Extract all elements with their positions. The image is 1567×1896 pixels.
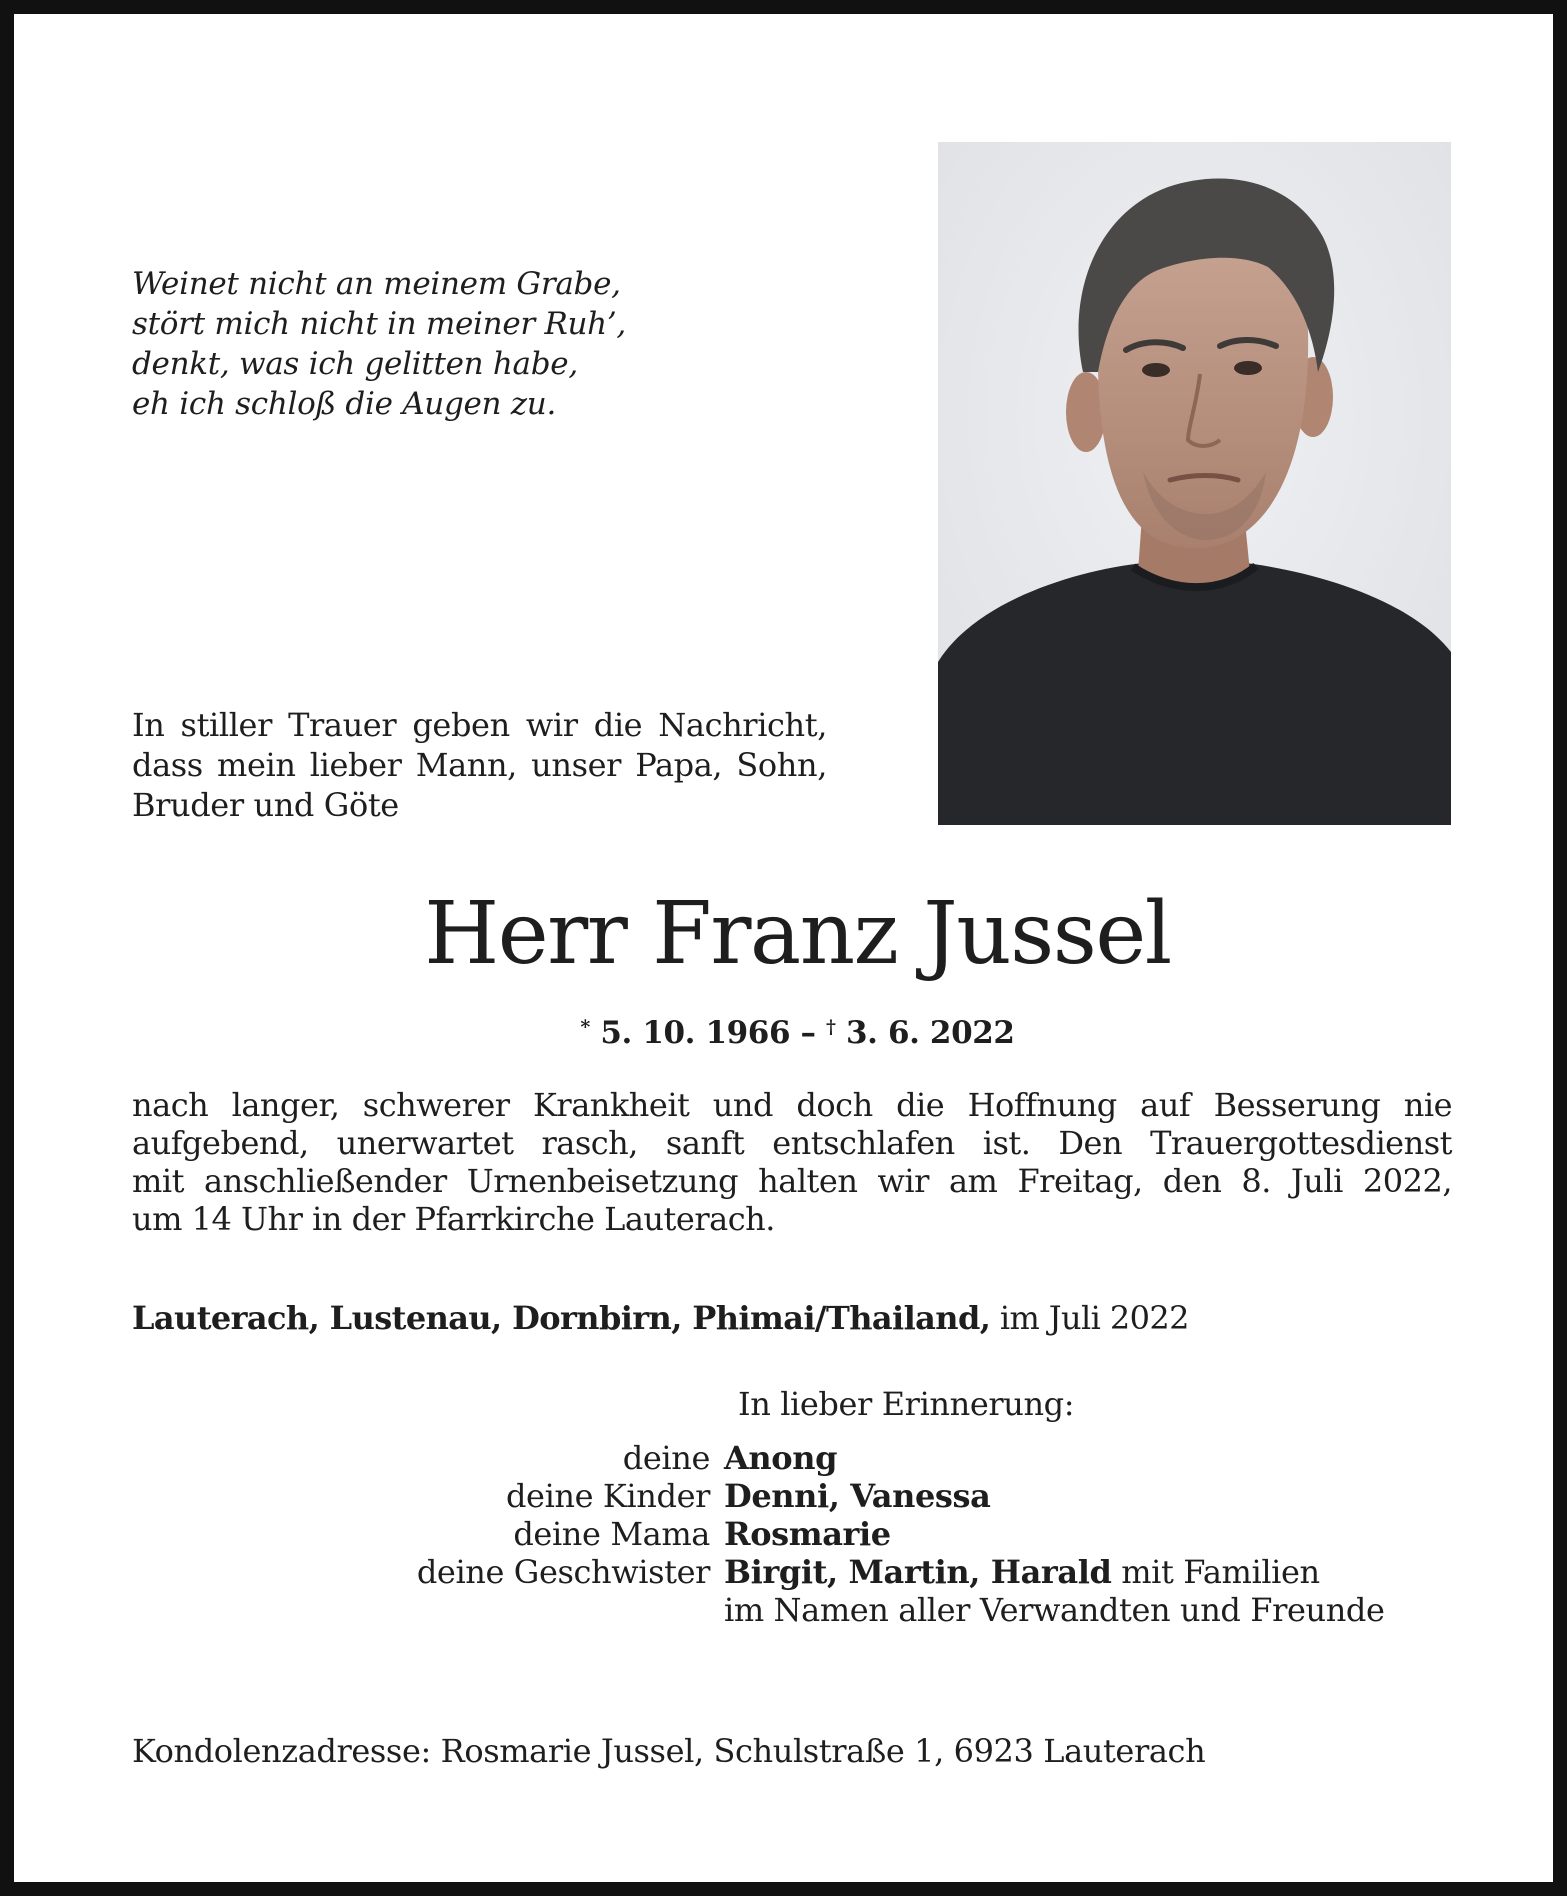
mourners-list	[132, 1439, 1462, 1629]
body-line: um 14 Uhr in der Pfarrkirche Lauterach.	[132, 1200, 775, 1238]
condolence-address: Kondolenzadresse: Rosmarie Jussel, Schulstraße 1, 6923 Lauterach	[132, 1732, 1206, 1770]
death-symbol: †	[826, 1016, 836, 1038]
body-line: nach langer, schwerer Krankheit und doch die Hoffnung auf Besserung nie	[132, 1086, 1452, 1124]
mourner-names: Rosmarie	[724, 1515, 891, 1553]
mourner-relation: deine	[622, 1439, 710, 1477]
announcement-body	[132, 1086, 1452, 1238]
poem-line: eh ich schloß die Augen zu.	[132, 386, 557, 422]
deceased-name: Herr Franz Jussel	[424, 884, 1171, 984]
body-line: aufgebend, unerwartet rasch, sanft entschlafen ist. Den Trauergottesdienst	[132, 1124, 1452, 1162]
places: Lauterach, Lustenau, Dornbirn, Phimai/Thailand,	[132, 1299, 991, 1337]
mourner-names: Denni, Vanessa	[724, 1477, 991, 1515]
portrait-illustration	[938, 142, 1451, 825]
mourner-row	[132, 1477, 1462, 1515]
mourner-row	[132, 1515, 1462, 1553]
places-and-date	[132, 1298, 1462, 1338]
mourner-row	[132, 1591, 1462, 1629]
birth-date: 5. 10. 1966	[600, 1015, 791, 1051]
mourner-row	[132, 1439, 1462, 1477]
mourner-relation: deine Kinder	[505, 1477, 710, 1515]
mourners-closing: im Namen aller Verwandten und Freunde	[724, 1591, 1385, 1629]
mourner-names: Anong	[724, 1439, 838, 1477]
mourner-row	[132, 1553, 1462, 1591]
life-dates	[14, 1007, 1567, 1053]
poem-line: Weinet nicht an meinem Grabe,	[132, 266, 621, 302]
date-separator: –	[800, 1015, 816, 1051]
intro-text: In stiller Trauer geben wir die Nachricht, dass mein lieber Mann, unser Papa, Sohn, Bruder und Göte	[132, 706, 827, 824]
poem-line: denkt, was ich gelitten habe,	[132, 346, 578, 382]
mourner-names: Birgit, Martin, Harald	[724, 1553, 1112, 1591]
mourner-relation: deine Geschwister	[416, 1553, 710, 1591]
birth-symbol: *	[580, 1016, 590, 1038]
mourner-relation: deine Mama	[513, 1515, 710, 1553]
portrait-photo	[938, 142, 1451, 825]
notice-date: im Juli 2022	[999, 1299, 1189, 1337]
poem	[132, 264, 692, 424]
death-date: 3. 6. 2022	[846, 1015, 1015, 1051]
memory-heading: In lieber Erinnerung:	[738, 1385, 1075, 1423]
body-line: mit anschließender Urnenbeisetzung halten wir am Freitag, den 8. Juli 2022,	[132, 1162, 1452, 1200]
mourner-suffix: mit Familien	[1121, 1553, 1320, 1591]
poem-line: stört mich nicht in meiner Ruh’,	[132, 306, 626, 342]
